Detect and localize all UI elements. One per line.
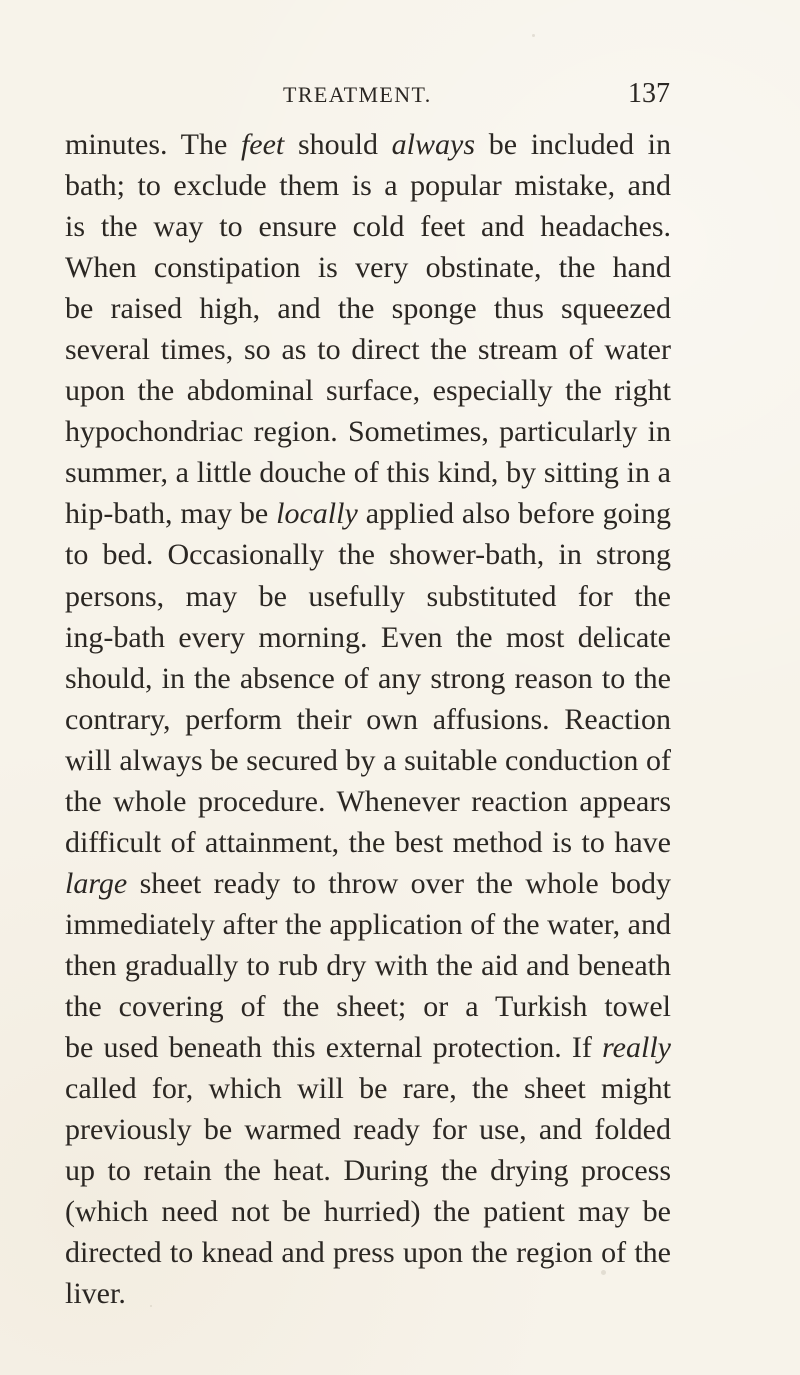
text-line <box>65 699 671 740</box>
text-line <box>65 124 671 165</box>
text-run: hip-bath, may be <box>65 497 277 531</box>
text-line <box>65 1068 671 1109</box>
running-title: TREATMENT. <box>283 82 432 107</box>
italic-text-run: large <box>65 866 128 900</box>
text-run: (which need not be hurried) the patient may be <box>65 1195 671 1229</box>
text-line <box>65 1150 671 1191</box>
text-run: up to retain the heat. During the drying process <box>65 1154 671 1188</box>
text-line <box>65 206 671 247</box>
text-run: should, in the absence of any strong reason to the <box>65 661 671 695</box>
text-run: summer, a little douche of this kind, by sitting in a <box>65 456 671 490</box>
text-run: be used beneath this external protection. If <box>65 1031 603 1065</box>
text-run: directed to knead and press upon the region of the <box>65 1236 671 1270</box>
paper-speck <box>532 34 535 37</box>
text-line <box>65 534 671 575</box>
text-run: several times, so as to direct the stream of water <box>65 333 671 367</box>
text-line <box>65 617 671 658</box>
text-run: called for, which will be rare, the sheet might <box>65 1072 671 1106</box>
text-line <box>65 452 671 493</box>
text-run: ing-bath every morning. Even the most delicate <box>65 620 671 654</box>
text-run: When constipation is very obstinate, the hand <box>65 251 671 285</box>
text-line <box>65 576 671 617</box>
text-line <box>65 1232 671 1273</box>
italic-text-run: locally <box>276 497 358 531</box>
text-line <box>65 165 671 206</box>
text-line <box>65 986 671 1027</box>
text-line <box>65 863 671 904</box>
page-number: 137 <box>628 78 670 109</box>
text-run: liver. <box>65 1277 126 1311</box>
text-line <box>65 904 671 945</box>
text-run: bath; to exclude them is a popular mistake, and <box>65 169 671 203</box>
text-run: difficult of attainment, the best method is to have <box>65 825 671 859</box>
text-run: is the way to ensure cold feet and headaches. <box>65 210 671 244</box>
text-run: applied also before going <box>357 497 671 531</box>
text-line <box>65 329 671 370</box>
text-run: persons, may be usefully substituted for the <box>65 579 671 613</box>
text-run: previously be warmed ready for use, and folded <box>65 1113 671 1147</box>
text-run: immediately after the application of the water, and <box>65 907 671 941</box>
italic-text-run: always <box>391 128 476 161</box>
text-line <box>65 781 671 822</box>
text-line <box>65 370 671 411</box>
italic-text-run: really <box>602 1031 671 1065</box>
text-line <box>65 658 671 699</box>
text-run: minutes. The <box>65 128 241 161</box>
text-run: be included in <box>488 128 671 161</box>
italic-text-run: feet <box>240 128 285 161</box>
text-run: should <box>284 128 392 161</box>
text-run: the covering of the sheet; or a Turkish towel <box>65 989 671 1023</box>
text-line <box>65 411 671 452</box>
page-header <box>0 78 800 114</box>
text-run: be raised high, and the sponge thus squeezed <box>65 292 671 326</box>
text-run: the whole procedure. Whenever reaction appears <box>65 784 671 818</box>
text-line <box>65 1273 671 1314</box>
text-run: then gradually to rub dry with the aid and beneath <box>65 948 671 982</box>
text-run: upon the abdominal surface, especially the right <box>65 374 671 408</box>
text-line <box>65 493 671 534</box>
text-run: to bed. Occasionally the shower-bath, in strong <box>65 538 671 572</box>
text-line <box>65 822 671 863</box>
text-line <box>65 247 671 288</box>
text-line <box>65 1027 671 1068</box>
text-line <box>65 945 671 986</box>
text-line <box>65 1191 671 1232</box>
text-line <box>65 740 671 781</box>
text-run: hypochondriac region. Sometimes, particularly in <box>65 415 671 449</box>
text-line <box>65 1109 671 1150</box>
text-run: contrary, perform their own affusions. Reaction <box>65 702 671 736</box>
text-run: sheet ready to throw over the whole body <box>127 866 671 900</box>
body-text <box>65 124 671 1314</box>
text-line <box>65 288 671 329</box>
text-run: will always be secured by a suitable conduction of <box>65 743 671 777</box>
